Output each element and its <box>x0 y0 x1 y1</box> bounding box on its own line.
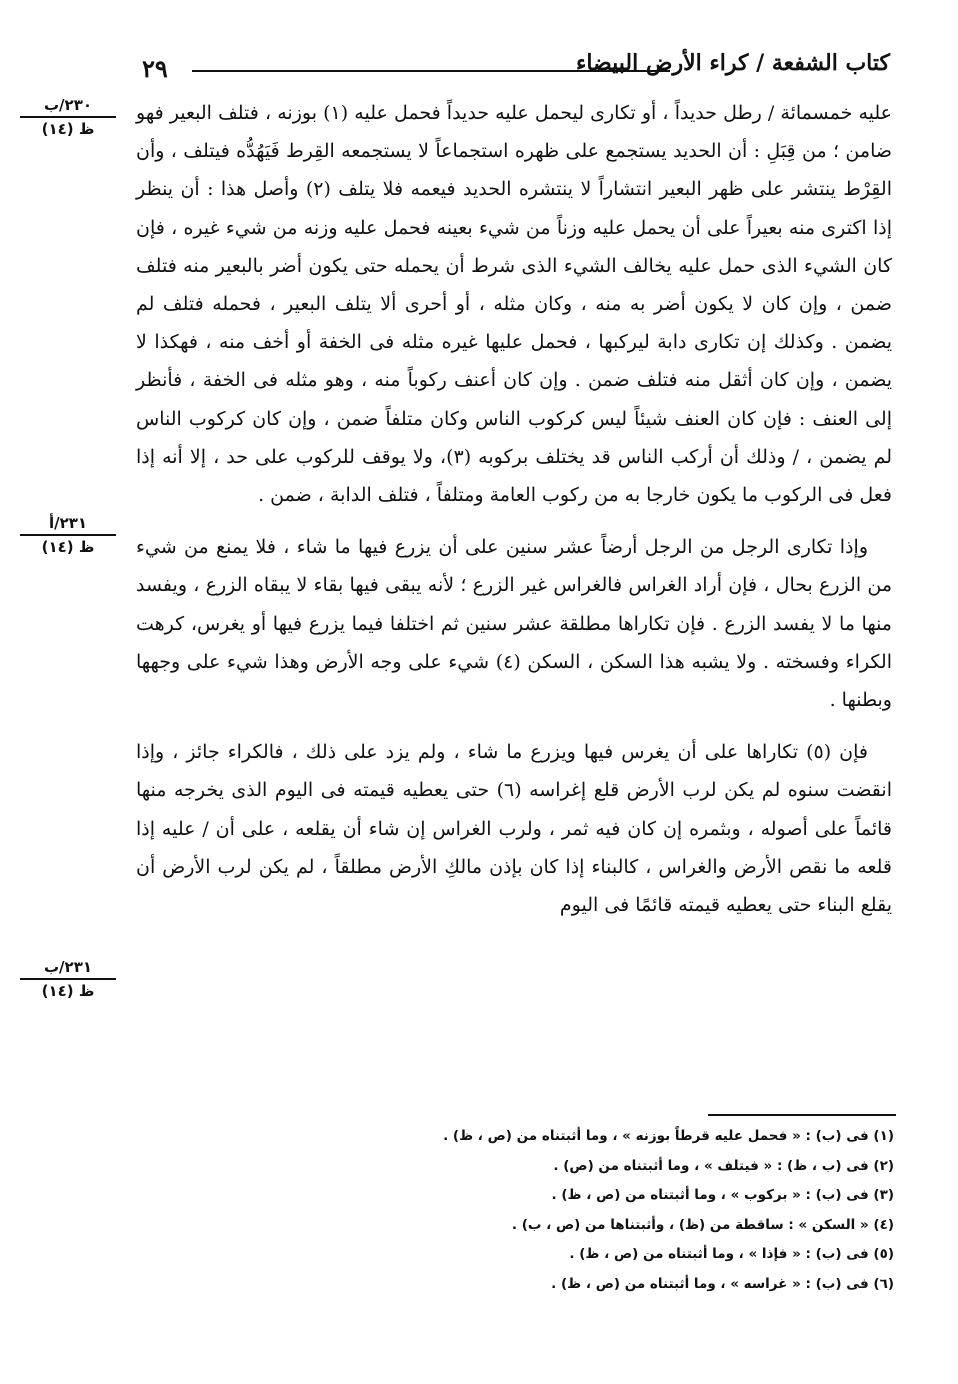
footnote: (١) فى (ب) : « فحمل عليه قرطاً بوزنه » ، وما أثبتناه من (ص ، ظ) . <box>443 1128 894 1144</box>
footnote: (٢) فى (ب ، ظ) : « فيتلف » ، وما أثبتناه من (ص) . <box>553 1157 894 1174</box>
running-title: كتاب الشفعة / كراء الأرض البيضاء <box>575 50 890 76</box>
footnote: (٥) فى (ب) : « فإذا » ، وما أثبتناه من (ص ، ظ) . <box>569 1246 894 1262</box>
manuscript-siglum: ظ (١٤) <box>41 538 95 556</box>
margin-folio-note <box>20 958 116 1000</box>
footnote: (٤) « السكن » : ساقطة من (ظ) ، وأثبتناها من (ص ، ب) . <box>511 1216 894 1233</box>
margin-folio-note <box>20 514 116 556</box>
manuscript-siglum: ظ (١٤) <box>41 120 95 138</box>
folio-number: ٢٣١/أ <box>20 514 116 536</box>
manuscript-siglum: ظ (١٤) <box>41 982 95 1000</box>
margin-folio-note <box>20 96 116 138</box>
page-header <box>138 46 890 86</box>
folio-number: ٢٣٠/ب <box>20 96 116 118</box>
main-text <box>136 94 892 924</box>
footnote: (٣) فى (ب) : « بركوب » ، وما أثبتناه من (ص ، ظ) . <box>551 1187 894 1203</box>
folio-number: ٢٣١/ب <box>20 958 116 980</box>
page-number: ٢٩ <box>142 54 168 83</box>
paragraph: وإذا تكارى الرجل من الرجل أرضاً عشر سنين على أن يزرع فيها ما شاء ، فلا يمنع من شيء من الزرع بحال ، فإن أراد الغراس فالغراس غير الزرع ؛ لأنه يبقى فيها بقاء لا يبقاه الزرع ، ويفسد منها ما لا يفسد الزرع . فإن تكاراها مطلقة عشر سنين ثم اختلفا فيما يزرع فيها أو يغرس، كرهت الكراء وفسخته . ولا يشبه هذا السكن ، السكن (٤) شيء على وجه الأرض وهذا شيء على وجهها وبطنها . <box>136 536 892 712</box>
footnote-rule <box>708 1114 896 1116</box>
footnote: (٦) فى (ب) : « غراسه » ، وما أثبتناه من (ص ، ظ) . <box>551 1275 894 1292</box>
footnotes <box>300 1122 894 1299</box>
paragraph: عليه خمسمائة / رطل حديداً ، أو تكارى ليحمل عليه حديداً فحمل عليه (١) بوزنه ، فتلف البعير فهو ضامن ؛ من قِبَلِ : أن الحديد يستجمع على ظهره استجماعاً لا يستجمعه القِرط فَيَهُدُّه فيتلف ، وأن القِرْط ينتشر على ظهر البعير انتشاراً لا ينتشره الحديد فيعمه فلا يتلف (٢) وأصل هذا : أن ينظر إذا اكترى منه بعيراً على أن يحمل عليه وزناً من شيء بعينه فحمل عليه وزنه من شيء غيره ، فإن كان الشيء الذى حمل عليه يخالف الشيء الذى شرط أن يحمله حتى يكون أضر بالبعير منه فتلف ضمن ، وإن كان لا يكون أضر به منه ، وكان مثله ، أو أحرى ألا يتلف البعير ، فحمله فتلف لم يضمن . وكذلك إن تكارى دابة ليركبها ، فحمل عليها غيره مثله فى الخفة أو أخف منه ، فهكذا لا يضمن ، وإن كان أثقل منه فتلف ضمن . وإن كان أعنف ركوباً منه ، وهو مثله فى الخفة ، فأنظر إلى العنف : فإن كان العنف شيئاً ليس كركوب الناس وكان متلفاً ضمن ، وإن كان كركوب الناس لم يضمن ، / وذلك أن أركب الناس قد يختلف بركوبه (٣)، ولا يوقف للركوب على حد ، إلا أنه إذا فعل فى الركوب ما يكون خارجا به من ركوب العامة ومتلفاً ، فتلف الدابة ، ضمن . <box>136 102 892 507</box>
paragraph: فإن (٥) تكاراها على أن يغرس فيها ويزرع ما شاء ، ولم يزد على ذلك ، فالكراء جائز ، وإذا انقضت سنوه لم يكن لرب الأرض قلع إغراسه (٦) حتى يعطيه قيمته فى اليوم الذى يخرجه منها قائماً على أصوله ، وبثمره إن كان فيه ثمر ، ولرب الغراس إن شاء أن يقلعه ، على أن / عليه إذا قلعه ما نقص الأرض والغراس ، كالبناء إذا كان بإذن مالكِ الأرض مطلقاً ، لم يكن لرب الأرض أن يقلع البناء حتى يعطيه قيمته قائمًا فى اليوم <box>136 741 892 917</box>
